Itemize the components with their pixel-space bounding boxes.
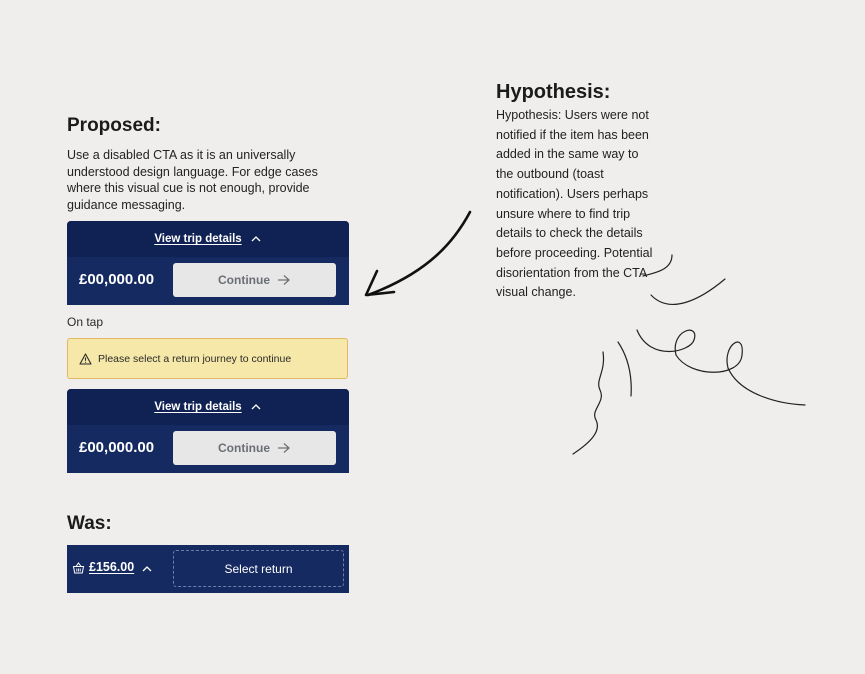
total-price: £00,000.00 [79, 438, 155, 456]
continue-button-label: Continue [218, 441, 270, 455]
select-return-button[interactable]: Select return [173, 550, 344, 587]
total-price: £00,000.00 [79, 270, 155, 288]
warning-text: Please select a return journey to continue [98, 352, 292, 365]
view-trip-details-link[interactable]: View trip details [154, 401, 242, 413]
on-tap-label: On tap [67, 315, 104, 329]
scribble [637, 330, 805, 405]
old-price-link[interactable]: £156.00 [89, 560, 135, 574]
hypothesis-heading: Hypothesis: [496, 81, 611, 103]
continue-button-label: Continue [218, 273, 270, 287]
hand-drawn-arrow [368, 212, 470, 295]
proposed-description: Use a disabled CTA as it is an universally understood design language. For edge cases where this visual cue is not enough, provide guidance messaging. [67, 148, 318, 212]
view-trip-details-link[interactable]: View trip details [154, 233, 242, 245]
scribble [651, 279, 725, 304]
scribble [573, 352, 604, 454]
proposed-heading: Proposed: [67, 115, 161, 136]
hypothesis-body: Hypothesis: Users were not notified if the item has been added in the same way to the outbound (toast notification). Users perhaps unsure where to find trip details to check the details before proceeding. Potential disorientation from the CTA visual change. [496, 108, 653, 300]
scribble [618, 342, 631, 396]
was-heading: Was: [67, 513, 112, 534]
scribble [643, 255, 672, 276]
